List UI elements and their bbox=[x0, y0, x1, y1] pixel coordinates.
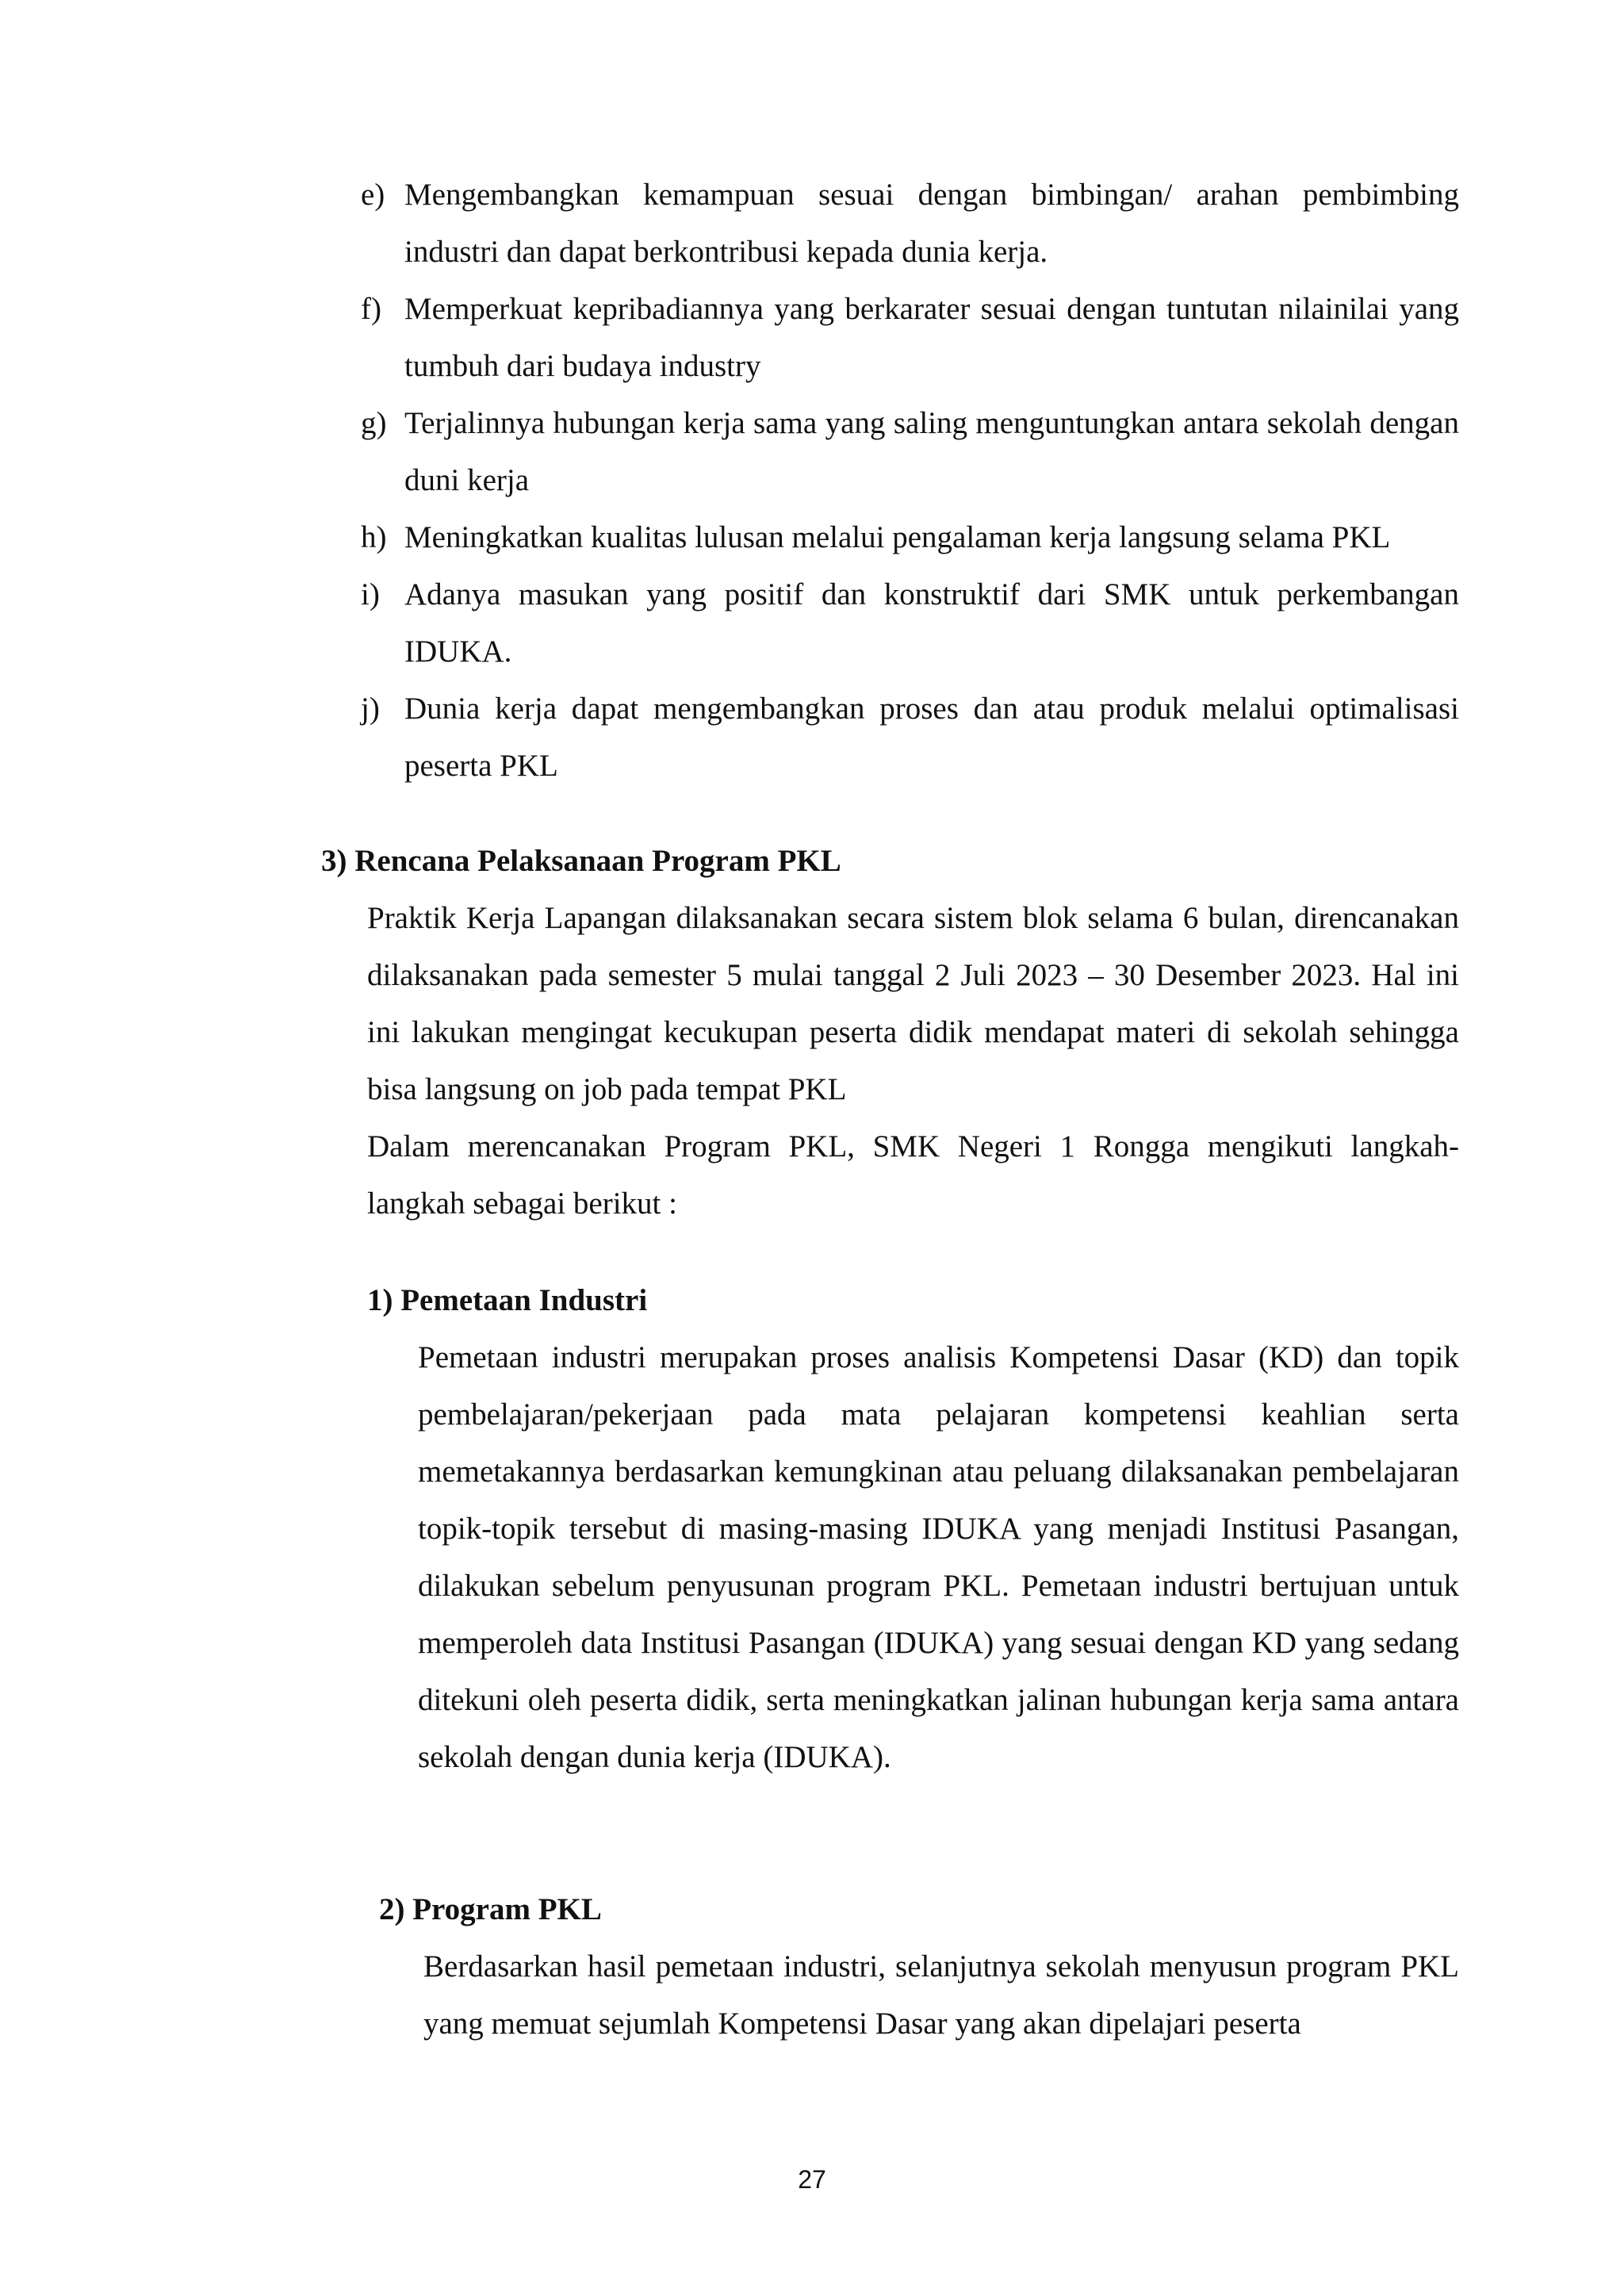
list-item-g bbox=[361, 395, 1459, 509]
list-item-text: Dunia kerja dapat mengembangkan proses dan atau produk melalui optimalisasi peserta PKL bbox=[404, 692, 1459, 783]
list-item-i bbox=[361, 566, 1459, 680]
list-marker: g) bbox=[361, 406, 387, 440]
list-item-f bbox=[361, 281, 1459, 395]
list-item-text: Adanya masukan yang positif dan konstruktif dari SMK untuk perkembangan IDUKA. bbox=[404, 577, 1459, 669]
list-item-text: Terjalinnya hubungan kerja sama yang saling menguntungkan antara sekolah dengan duni kerja bbox=[404, 406, 1459, 497]
section-paragraph: Dalam merencanakan Program PKL, SMK Negeri 1 Rongga mengikuti langkah-langkah sebagai berikut : bbox=[367, 1129, 1459, 1221]
list-item-j bbox=[361, 680, 1459, 795]
list-marker: i) bbox=[361, 577, 380, 611]
subsection-heading: 1) Pemetaan Industri bbox=[367, 1283, 648, 1317]
list-marker: h) bbox=[361, 520, 387, 554]
list-item-e bbox=[361, 167, 1459, 281]
section-heading: 3) Rencana Pelaksanaan Program PKL bbox=[321, 844, 841, 878]
subsection-heading: 2) Program PKL bbox=[379, 1892, 602, 1926]
list-item-text: Meningkatkan kualitas lulusan melalui pengalaman kerja langsung selama PKL bbox=[404, 520, 1391, 554]
subsection-paragraph: Berdasarkan hasil pemetaan industri, selanjutnya sekolah menyusun program PKL yang memuat sejumlah Kompetensi Dasar yang akan dipelajari peserta bbox=[423, 1949, 1459, 2041]
list-item-text: Mengembangkan kemampuan sesuai dengan bimbingan/ arahan pembimbing industri dan dapat berkontribusi kepada dunia kerja. bbox=[404, 178, 1459, 269]
subsection-paragraph: Pemetaan industri merupakan proses analisis Kompetensi Dasar (KD) dan topik pembelajaran/pekerjaan pada mata pelajaran kompetensi keahlian serta memetakannya berdasarkan kemungkinan atau peluang dilaksanakan pembelajaran topik-topik tersebut di masing-masing IDUKA yang menjadi Institusi Pasangan, dilakukan sebelum penyusunan program PKL. Pemetaan industri bertujuan untuk memperoleh data Institusi Pasangan (IDUKA) yang sesuai dengan KD yang sedang ditekuni oleh peserta didik, serta meningkatkan jalinan hubungan kerja sama antara sekolah dengan dunia kerja (IDUKA). bbox=[418, 1340, 1459, 1774]
page-number: 27 bbox=[798, 2165, 826, 2194]
list-item-h bbox=[361, 509, 1459, 566]
section-paragraph: Praktik Kerja Lapangan dilaksanakan secara sistem blok selama 6 bulan, direncanakan dilaksanakan pada semester 5 mulai tanggal 2 Juli 2023 – 30 Desember 2023. Hal ini ini lakukan mengingat kecukupan peserta didik mendapat materi di sekolah sehingga bisa langsung on job pada tempat PKL bbox=[367, 901, 1459, 1106]
list-marker: e) bbox=[361, 178, 385, 212]
list-item-text: Memperkuat kepribadiannya yang berkarater sesuai dengan tuntutan nilainilai yang tumbuh dari budaya industry bbox=[404, 292, 1459, 383]
list-marker: j) bbox=[361, 692, 380, 726]
list-marker: f) bbox=[361, 292, 381, 326]
